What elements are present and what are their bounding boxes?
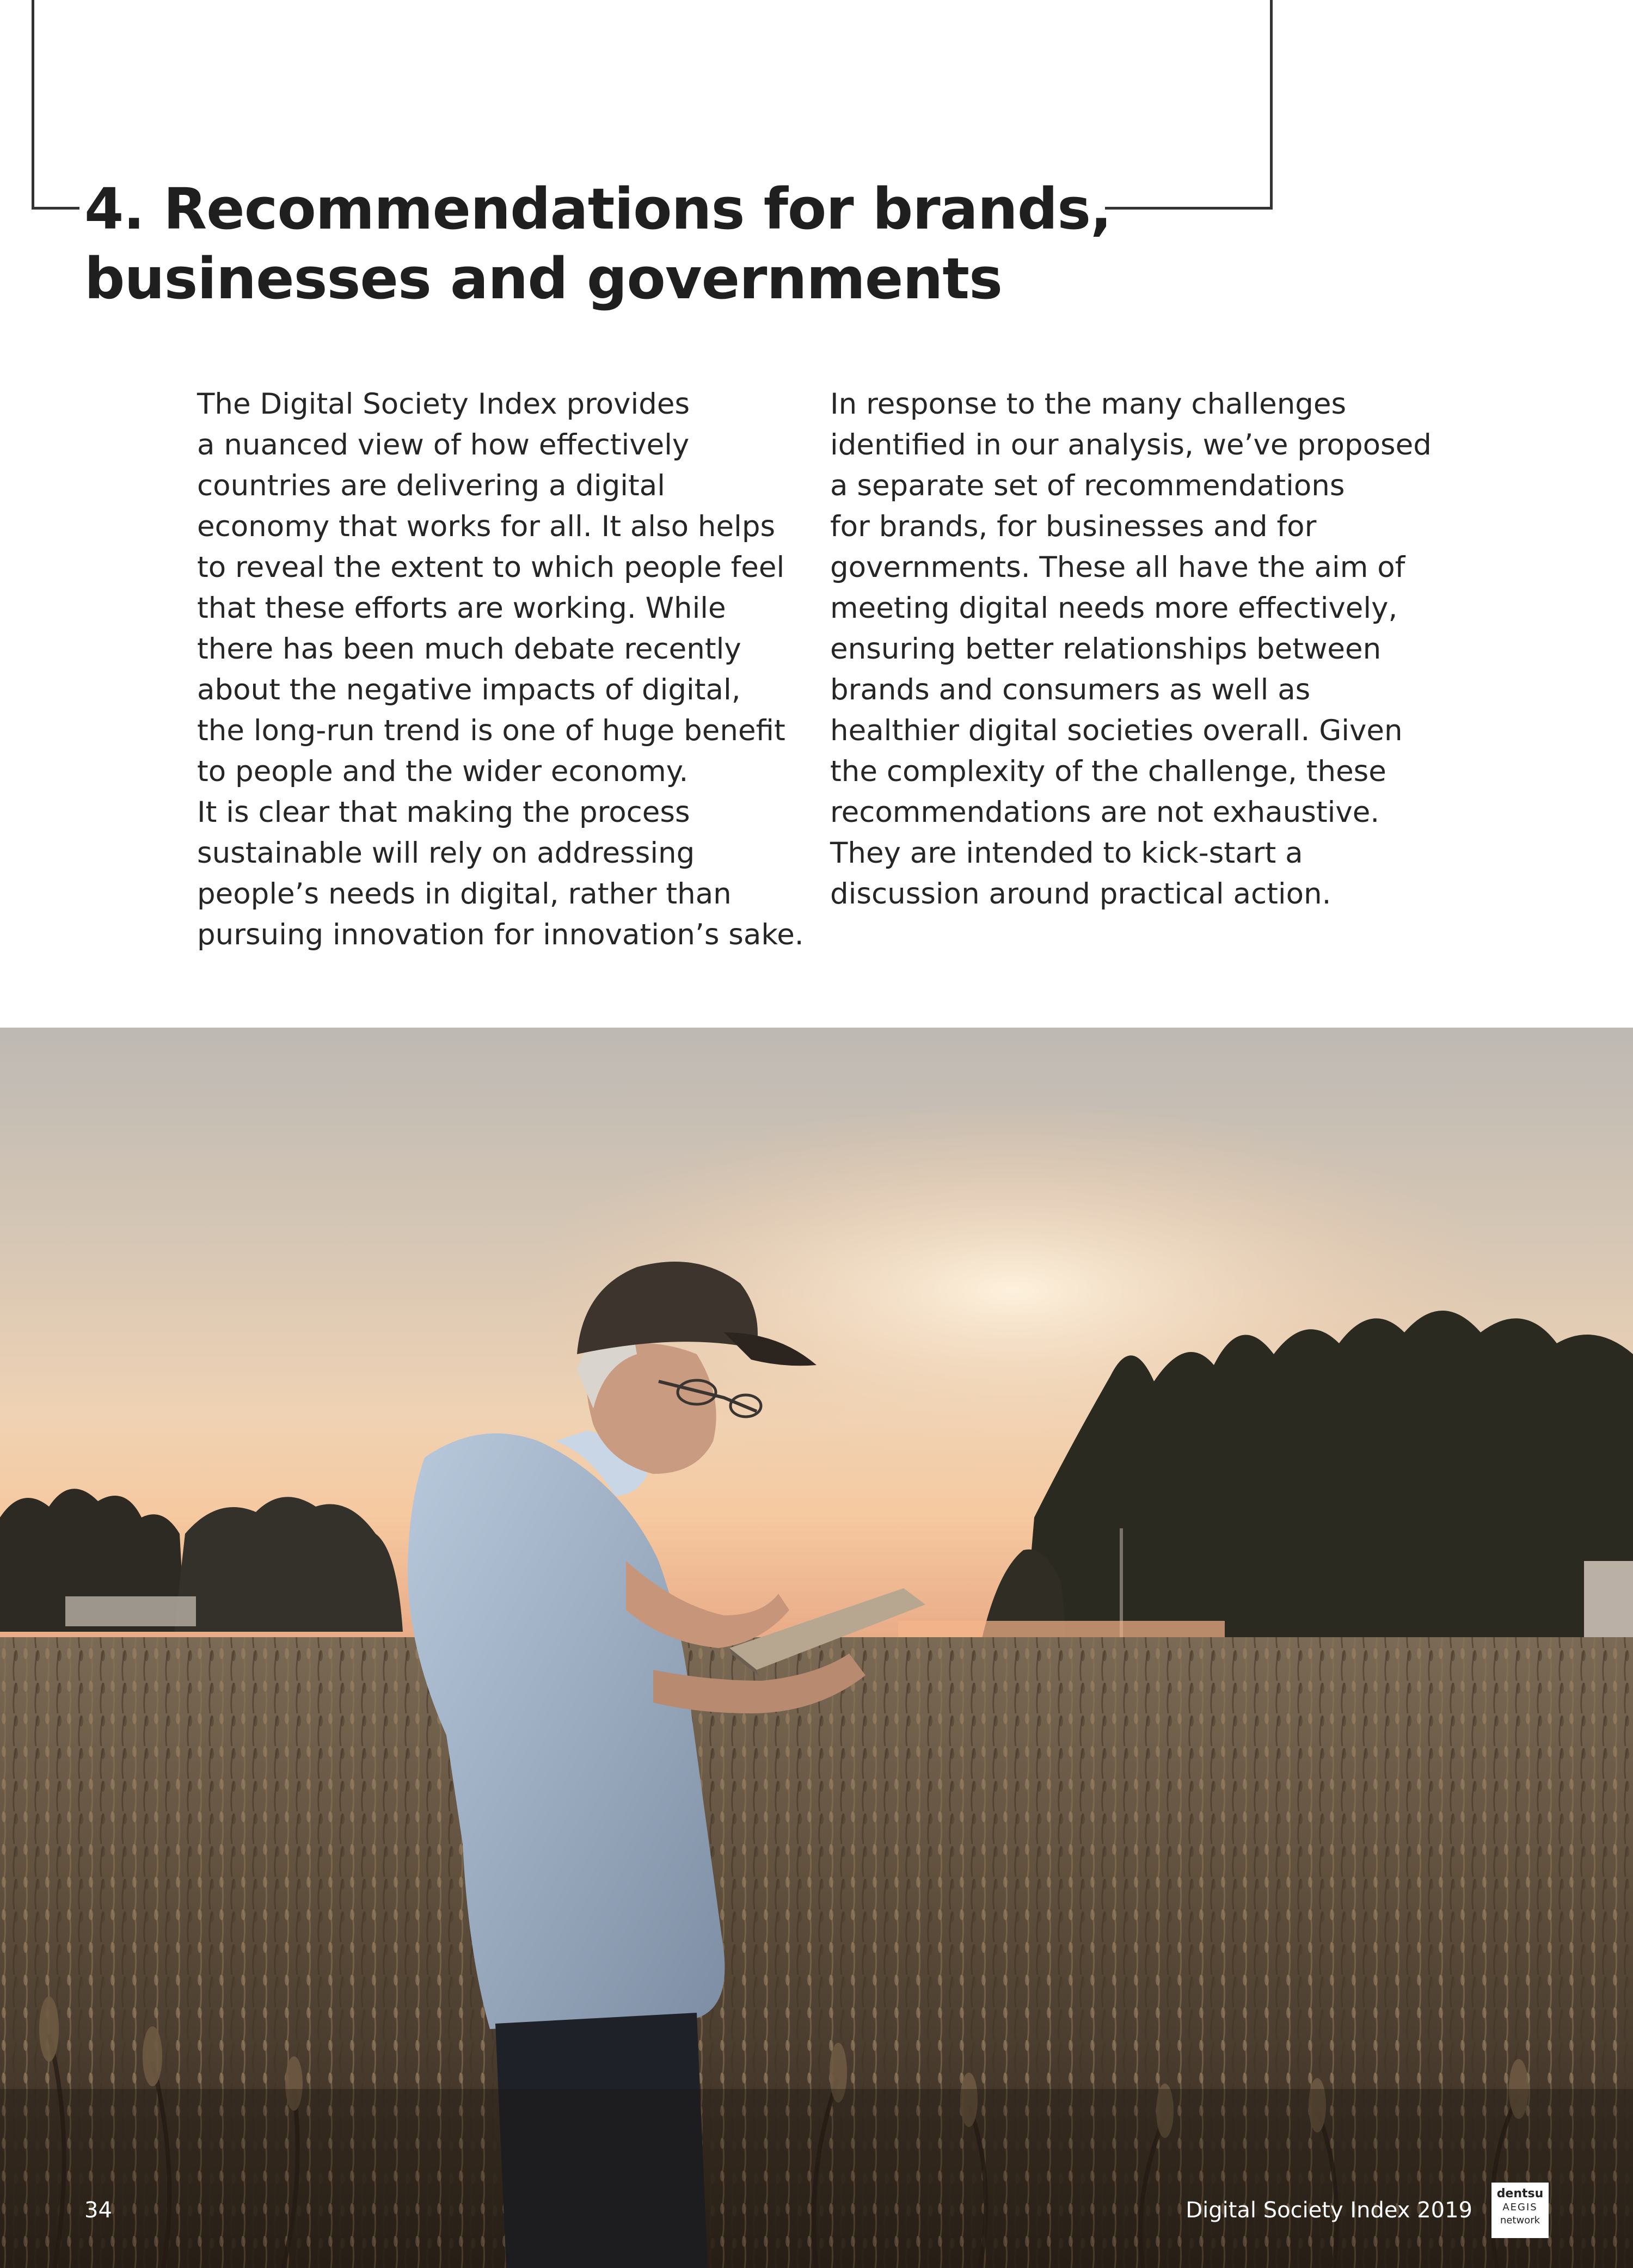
text-line: They are intended to kick-start a	[830, 837, 1303, 870]
title-frame-bottom-left-line	[32, 207, 79, 210]
text-line: meeting digital needs more effectively,	[830, 592, 1398, 625]
text-line: It is clear that making the process	[197, 796, 690, 829]
text-line: identified in our analysis, we’ve proposed	[830, 428, 1432, 462]
text-line: about the negative impacts of digital,	[197, 673, 741, 706]
title-frame-left-line	[32, 0, 34, 208]
text-line: people’s needs in digital, rather than	[197, 877, 732, 911]
text-line: to reveal the extent to which people feel	[197, 551, 785, 584]
text-line: brands and consumers as well as	[830, 673, 1311, 706]
text-line: for brands, for businesses and for	[830, 510, 1317, 543]
intro-column-right	[830, 384, 1456, 914]
text-line: countries are delivering a digital	[197, 469, 665, 502]
text-line: governments. These all have the aim of	[830, 551, 1405, 584]
text-line: the long-run trend is one of huge benefit	[197, 714, 785, 747]
text-line: economy that works for all. It also helps	[197, 510, 776, 543]
dentsu-aegis-logo	[1491, 2183, 1549, 2238]
text-line: sustainable will rely on addressing	[197, 837, 695, 870]
title-frame-right-line	[1270, 0, 1273, 210]
text-line: a separate set of recommendations	[830, 469, 1345, 502]
text-line: the complexity of the challenge, these	[830, 755, 1386, 788]
text-line: there has been much debate recently	[197, 632, 741, 666]
farmer-wheat-field-photo	[0, 1028, 1633, 2268]
text-line: a nuanced view of how effectively	[197, 428, 690, 462]
text-line: In response to the many challenges	[830, 388, 1347, 421]
text-line: pursuing innovation for innovation’s sake.	[197, 918, 804, 951]
title-frame-bottom-right-line	[1105, 207, 1273, 210]
page-number: 34	[84, 2198, 112, 2223]
text-line: The Digital Society Index provides	[197, 388, 690, 421]
text-line: discussion around practical action.	[830, 877, 1331, 911]
text-line: ensuring better relationships between	[830, 632, 1382, 666]
logo-line-2: AEGIS	[1502, 2202, 1538, 2213]
text-line: recommendations are not exhaustive.	[830, 796, 1380, 829]
logo-line-1: dentsu	[1496, 2187, 1544, 2201]
logo-line-3: network	[1500, 2215, 1540, 2226]
text-line: healthier digital societies overall. Given	[830, 714, 1403, 747]
section-heading-line-1: 4. Recommendations for brands,	[84, 176, 1112, 242]
intro-column-left	[197, 384, 807, 955]
text-line: that these efforts are working. While	[197, 592, 726, 625]
section-heading	[84, 174, 1119, 314]
text-line: to people and the wider economy.	[197, 755, 689, 788]
publication-title: Digital Society Index 2019	[1186, 2198, 1472, 2223]
section-heading-line-2: businesses and governments	[84, 245, 1003, 312]
